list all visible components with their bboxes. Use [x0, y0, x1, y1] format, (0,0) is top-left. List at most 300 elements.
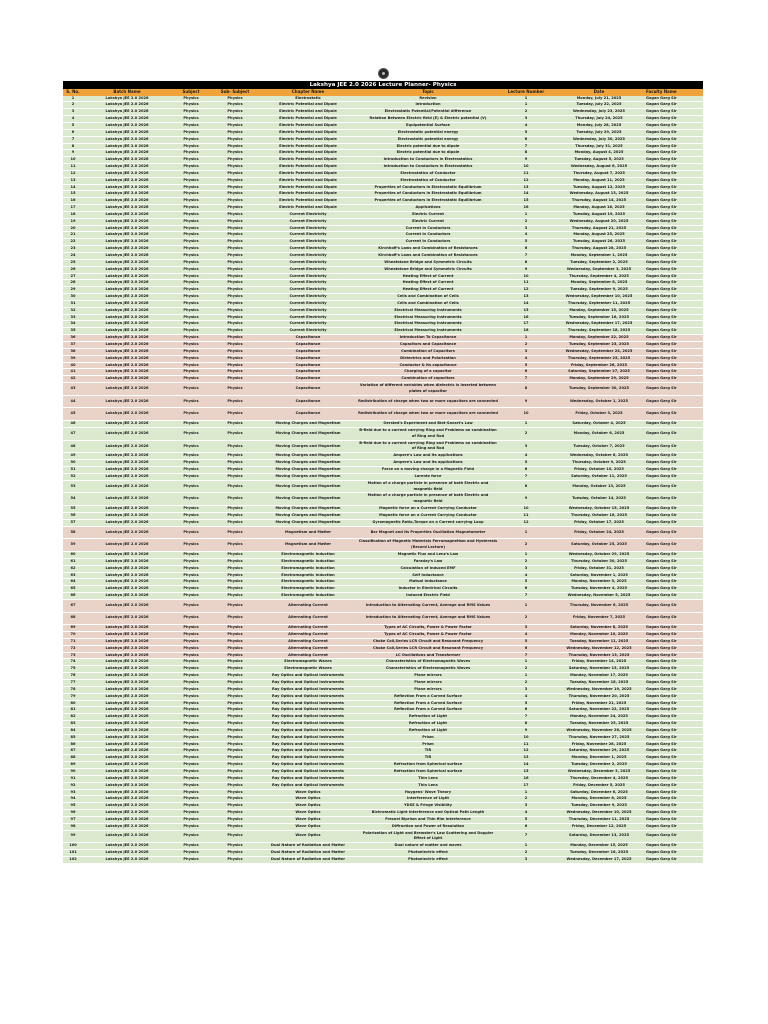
cell-chapter: Ray Optics and Optical Instruments [259, 686, 357, 693]
cell-lecture-number: 15 [499, 198, 553, 205]
cell-topic: Huygens' Wave Theory [357, 789, 499, 796]
cell-faculty: Gagan Garg Sir [645, 512, 703, 519]
cell-lecture-number: 5 [499, 579, 553, 586]
cell-subject: Physics [171, 225, 211, 232]
cell-lecture-number: 4 [499, 453, 553, 460]
cell-chapter: Alternating Current [259, 638, 357, 645]
cell-date: Friday, December 5, 2025 [553, 782, 645, 789]
cell-lecture-number: 6 [499, 136, 553, 143]
cell-topic: Electrostatics of Conductor [357, 170, 499, 177]
cell-topic: Cells and Combination of Cells [357, 294, 499, 301]
cell-lecture-number: 2 [499, 558, 553, 565]
cell-subsubject: Physics [211, 572, 259, 579]
cell-sno: 22 [63, 239, 83, 246]
cell-sno: 57 [63, 519, 83, 526]
cell-chapter: Electric Potential and Dipole [259, 122, 357, 129]
cell-subject: Physics [171, 612, 211, 625]
cell-date: Friday, October 3, 2025 [553, 408, 645, 421]
cell-lecture-number: 11 [499, 512, 553, 519]
cell-chapter: Magnetism and Matter [259, 526, 357, 539]
cell-lecture-number: 1 [499, 335, 553, 342]
cell-date: Monday, November 3, 2025 [553, 579, 645, 586]
cell-topic: Bar Magnet and its Properties Oscillation Magnetometer [357, 526, 499, 539]
cell-batch: Lakshya JEE 2.0 2026 [83, 612, 171, 625]
cell-topic: Introduction [357, 102, 499, 109]
cell-faculty: Gagan Garg Sir [645, 673, 703, 680]
cell-sno: 7 [63, 136, 83, 143]
cell-lecture-number: 2 [499, 218, 553, 225]
cell-lecture-number: 4 [499, 632, 553, 639]
table-row [63, 625, 703, 632]
table-row [63, 170, 703, 177]
cell-faculty: Gagan Garg Sir [645, 467, 703, 474]
cell-topic: Introduction to Conductors in Electrostatics [357, 164, 499, 171]
cell-subsubject: Physics [211, 659, 259, 666]
cell-faculty: Gagan Garg Sir [645, 519, 703, 526]
cell-lecture-number: 8 [499, 480, 553, 493]
cell-faculty: Gagan Garg Sir [645, 816, 703, 823]
cell-faculty: Gagan Garg Sir [645, 191, 703, 198]
cell-sno: 70 [63, 632, 83, 639]
cell-batch: Lakshya JEE 2.0 2026 [83, 789, 171, 796]
cell-chapter: Electric Potential and Dipole [259, 157, 357, 164]
cell-batch: Lakshya JEE 2.0 2026 [83, 116, 171, 123]
table-row [63, 136, 703, 143]
cell-faculty: Gagan Garg Sir [645, 307, 703, 314]
cell-date: Monday, December 1, 2025 [553, 755, 645, 762]
cell-batch: Lakshya JEE 2.0 2026 [83, 362, 171, 369]
cell-subsubject: Physics [211, 830, 259, 843]
cell-topic: Magnetic force on a Current Carrying Conductor [357, 512, 499, 519]
cell-sno: 77 [63, 680, 83, 687]
cell-date: Friday, September 26, 2025 [553, 362, 645, 369]
cell-subsubject: Physics [211, 427, 259, 440]
cell-sno: 88 [63, 755, 83, 762]
cell-lecture-number: 10 [499, 273, 553, 280]
cell-lecture-number: 1 [499, 96, 553, 102]
cell-chapter: Electric Potential and Dipole [259, 129, 357, 136]
cell-batch: Lakshya JEE 2.0 2026 [83, 673, 171, 680]
cell-batch: Lakshya JEE 2.0 2026 [83, 558, 171, 565]
cell-chapter: Ray Optics and Optical Instruments [259, 673, 357, 680]
cell-faculty: Gagan Garg Sir [645, 232, 703, 239]
cell-batch: Lakshya JEE 2.0 2026 [83, 143, 171, 150]
cell-batch: Lakshya JEE 2.0 2026 [83, 748, 171, 755]
cell-subsubject: Physics [211, 686, 259, 693]
cell-batch: Lakshya JEE 2.0 2026 [83, 519, 171, 526]
cell-sno: 81 [63, 707, 83, 714]
cell-subject: Physics [171, 755, 211, 762]
cell-subject: Physics [171, 369, 211, 376]
cell-chapter: Alternating Current [259, 612, 357, 625]
cell-subsubject: Physics [211, 157, 259, 164]
cell-chapter: Ray Optics and Optical Instruments [259, 707, 357, 714]
cell-faculty: Gagan Garg Sir [645, 707, 703, 714]
cell-faculty: Gagan Garg Sir [645, 473, 703, 480]
cell-subsubject: Physics [211, 526, 259, 539]
cell-faculty: Gagan Garg Sir [645, 321, 703, 328]
cell-topic: Electrical Measuring Instruments [357, 314, 499, 321]
cell-subsubject: Physics [211, 328, 259, 335]
cell-topic: Electrical Measuring Instruments [357, 321, 499, 328]
cell-topic: Combination of capacitors [357, 376, 499, 383]
col-header-subsubject: Sub- Subject [211, 89, 259, 96]
cell-sno: 66 [63, 593, 83, 600]
cell-date: Friday, November 14, 2025 [553, 659, 645, 666]
cell-lecture-number: 13 [499, 755, 553, 762]
cell-faculty: Gagan Garg Sir [645, 796, 703, 803]
cell-lecture-number: 6 [499, 707, 553, 714]
cell-subsubject: Physics [211, 96, 259, 102]
cell-subsubject: Physics [211, 383, 259, 396]
cell-sno: 68 [63, 612, 83, 625]
cell-date: Wednesday, July 23, 2025 [553, 109, 645, 116]
cell-subject: Physics [171, 551, 211, 558]
cell-subject: Physics [171, 177, 211, 184]
cell-faculty: Gagan Garg Sir [645, 102, 703, 109]
cell-subject: Physics [171, 341, 211, 348]
cell-subsubject: Physics [211, 823, 259, 830]
cell-sno: 53 [63, 480, 83, 493]
cell-subject: Physics [171, 253, 211, 260]
cell-sno: 61 [63, 558, 83, 565]
cell-sno: 12 [63, 170, 83, 177]
cell-date: Tuesday, November 11, 2025 [553, 638, 645, 645]
cell-sno: 31 [63, 300, 83, 307]
cell-batch: Lakshya JEE 2.0 2026 [83, 440, 171, 453]
cell-subject: Physics [171, 526, 211, 539]
cell-topic: Wheatstone Bridge and Symmetric Circuits [357, 266, 499, 273]
cell-sno: 92 [63, 782, 83, 789]
cell-subsubject: Physics [211, 232, 259, 239]
cell-chapter: Wave Optics [259, 803, 357, 810]
cell-subject: Physics [171, 205, 211, 212]
cell-batch: Lakshya JEE 2.0 2026 [83, 572, 171, 579]
cell-lecture-number: 6 [499, 467, 553, 474]
cell-sno: 99 [63, 830, 83, 843]
cell-chapter: Ray Optics and Optical Instruments [259, 680, 357, 687]
cell-topic: Diffraction and Power of Resolution [357, 823, 499, 830]
cell-topic: Electric potential due to dipole [357, 150, 499, 157]
cell-batch: Lakshya JEE 2.0 2026 [83, 506, 171, 513]
table-row [63, 558, 703, 565]
cell-chapter: Alternating Current [259, 645, 357, 652]
cell-sno: 41 [63, 369, 83, 376]
cell-date: Friday, October 10, 2025 [553, 467, 645, 474]
cell-lecture-number: 8 [499, 259, 553, 266]
table-row [63, 519, 703, 526]
cell-date: Thursday, October 9, 2025 [553, 460, 645, 467]
cell-lecture-number: 3 [499, 803, 553, 810]
cell-sno: 100 [63, 843, 83, 850]
cell-lecture-number: 5 [499, 638, 553, 645]
cell-subsubject: Physics [211, 314, 259, 321]
cell-topic: Calculation of Induced EMF [357, 565, 499, 572]
cell-date: Thursday, December 4, 2025 [553, 775, 645, 782]
cell-date: Wednesday, November 26, 2025 [553, 727, 645, 734]
cell-date: Friday, December 12, 2025 [553, 823, 645, 830]
cell-subsubject: Physics [211, 782, 259, 789]
cell-subsubject: Physics [211, 599, 259, 612]
cell-lecture-number: 9 [499, 157, 553, 164]
header-row [63, 89, 703, 96]
cell-chapter: Moving Charges and Magnetism [259, 519, 357, 526]
cell-chapter: Capacitance [259, 348, 357, 355]
cell-faculty: Gagan Garg Sir [645, 803, 703, 810]
cell-subsubject: Physics [211, 116, 259, 123]
cell-lecture-number: 5 [499, 239, 553, 246]
col-header-date: Date [553, 89, 645, 96]
cell-batch: Lakshya JEE 2.0 2026 [83, 205, 171, 212]
table-row [63, 205, 703, 212]
table-row [63, 122, 703, 129]
cell-lecture-number: 8 [499, 383, 553, 396]
cell-topic: Refraction from Spherical surface [357, 762, 499, 769]
cell-topic: Electrostatic potential energy [357, 136, 499, 143]
cell-chapter: Capacitance [259, 362, 357, 369]
cell-chapter: Electric Potential and Dipole [259, 170, 357, 177]
cell-topic: TIR [357, 755, 499, 762]
cell-chapter: Electric Potential and Dipole [259, 116, 357, 123]
cell-lecture-number: 2 [499, 539, 553, 552]
cell-date: Monday, September 29, 2025 [553, 376, 645, 383]
cell-chapter: Alternating Current [259, 652, 357, 659]
cell-subject: Physics [171, 659, 211, 666]
table-row [63, 686, 703, 693]
cell-date: Thursday, August 21, 2025 [553, 225, 645, 232]
cell-topic: Magnetic force on a Current Carrying Conductor [357, 506, 499, 513]
cell-subsubject: Physics [211, 714, 259, 721]
cell-lecture-number: 14 [499, 762, 553, 769]
cell-batch: Lakshya JEE 2.0 2026 [83, 191, 171, 198]
cell-subject: Physics [171, 300, 211, 307]
cell-sno: 67 [63, 599, 83, 612]
cell-topic: Classification of Magnetic Materials Ferromagnetism and Hysteresis (Record Lecture) [357, 539, 499, 552]
cell-topic: Lorentz force [357, 473, 499, 480]
table-row [63, 512, 703, 519]
cell-topic: Reflection From a Curved Surface [357, 707, 499, 714]
cell-date: Wednesday, October 8, 2025 [553, 453, 645, 460]
cell-subsubject: Physics [211, 810, 259, 817]
cell-batch: Lakshya JEE 2.0 2026 [83, 707, 171, 714]
table-row [63, 427, 703, 440]
cell-topic: Refraction from Spherical surface [357, 768, 499, 775]
cell-topic: Interference of Light [357, 796, 499, 803]
cell-subject: Physics [171, 314, 211, 321]
cell-sno: 69 [63, 625, 83, 632]
cell-chapter: Electromagnetic Waves [259, 659, 357, 666]
cell-date: Tuesday, September 16, 2025 [553, 314, 645, 321]
cell-subject: Physics [171, 157, 211, 164]
cell-subsubject: Physics [211, 741, 259, 748]
cell-chapter: Capacitance [259, 355, 357, 362]
cell-batch: Lakshya JEE 2.0 2026 [83, 830, 171, 843]
cell-faculty: Gagan Garg Sir [645, 850, 703, 857]
cell-date: Thursday, November 13, 2025 [553, 652, 645, 659]
cell-faculty: Gagan Garg Sir [645, 362, 703, 369]
cell-chapter: Electromagnetic Induction [259, 586, 357, 593]
cell-chapter: Moving Charges and Magnetism [259, 460, 357, 467]
cell-lecture-number: 3 [499, 225, 553, 232]
cell-subject: Physics [171, 150, 211, 157]
cell-faculty: Gagan Garg Sir [645, 727, 703, 734]
cell-lecture-number: 4 [499, 572, 553, 579]
cell-faculty: Gagan Garg Sir [645, 259, 703, 266]
cell-chapter: Current Electricity [259, 273, 357, 280]
cell-subsubject: Physics [211, 856, 259, 863]
cell-chapter: Electromagnetic Waves [259, 666, 357, 673]
cell-date: Wednesday, September 10, 2025 [553, 294, 645, 301]
cell-subject: Physics [171, 519, 211, 526]
cell-subsubject: Physics [211, 506, 259, 513]
cell-faculty: Gagan Garg Sir [645, 198, 703, 205]
cell-topic: Ampere's Law and its applications [357, 453, 499, 460]
cell-subsubject: Physics [211, 762, 259, 769]
cell-subsubject: Physics [211, 211, 259, 218]
cell-batch: Lakshya JEE 2.0 2026 [83, 467, 171, 474]
cell-date: Thursday, October 30, 2025 [553, 558, 645, 565]
cell-date: Monday, October 6, 2025 [553, 427, 645, 440]
cell-date: Monday, November 10, 2025 [553, 632, 645, 639]
cell-faculty: Gagan Garg Sir [645, 225, 703, 232]
cell-subject: Physics [171, 109, 211, 116]
cell-subject: Physics [171, 259, 211, 266]
cell-chapter: Ray Optics and Optical Instruments [259, 748, 357, 755]
cell-batch: Lakshya JEE 2.0 2026 [83, 355, 171, 362]
cell-date: Monday, September 22, 2025 [553, 335, 645, 342]
cell-batch: Lakshya JEE 2.0 2026 [83, 273, 171, 280]
table-row [63, 294, 703, 301]
cell-sno: 42 [63, 376, 83, 383]
cell-topic: Dielectrics and Polarization [357, 355, 499, 362]
cell-topic: Bichromatic Light Interference and Optical Path Length [357, 810, 499, 817]
table-row [63, 383, 703, 396]
table-row [63, 239, 703, 246]
cell-batch: Lakshya JEE 2.0 2026 [83, 102, 171, 109]
cell-subsubject: Physics [211, 259, 259, 266]
table-row [63, 714, 703, 721]
cell-chapter: Magnetism and Matter [259, 539, 357, 552]
cell-batch: Lakshya JEE 2.0 2026 [83, 480, 171, 493]
table-row [63, 632, 703, 639]
cell-faculty: Gagan Garg Sir [645, 122, 703, 129]
cell-chapter: Moving Charges and Magnetism [259, 506, 357, 513]
cell-batch: Lakshya JEE 2.0 2026 [83, 565, 171, 572]
cell-chapter: Current Electricity [259, 328, 357, 335]
cell-date: Thursday, November 27, 2025 [553, 734, 645, 741]
cell-subject: Physics [171, 734, 211, 741]
cell-date: Wednesday, December 10, 2025 [553, 810, 645, 817]
cell-batch: Lakshya JEE 2.0 2026 [83, 287, 171, 294]
table-row [63, 460, 703, 467]
cell-batch: Lakshya JEE 2.0 2026 [83, 198, 171, 205]
cell-subsubject: Physics [211, 421, 259, 428]
cell-subject: Physics [171, 506, 211, 513]
cell-sno: 5 [63, 122, 83, 129]
cell-batch: Lakshya JEE 2.0 2026 [83, 473, 171, 480]
table-row [63, 259, 703, 266]
cell-sno: 60 [63, 551, 83, 558]
cell-subject: Physics [171, 768, 211, 775]
cell-subsubject: Physics [211, 198, 259, 205]
cell-sno: 23 [63, 246, 83, 253]
cell-date: Wednesday, September 17, 2025 [553, 321, 645, 328]
cell-lecture-number: 1 [499, 659, 553, 666]
cell-chapter: Capacitance [259, 383, 357, 396]
cell-sno: 19 [63, 218, 83, 225]
cell-chapter: Electric Potential and Dipole [259, 177, 357, 184]
cell-topic: Gyromagnetic Ratio,Torque on a Current carrying Loop [357, 519, 499, 526]
cell-topic: Kirchhoff's Laws and Combination of Resistances [357, 253, 499, 260]
cell-batch: Lakshya JEE 2.0 2026 [83, 239, 171, 246]
cell-chapter: Current Electricity [259, 211, 357, 218]
cell-chapter: Electrostatic [259, 96, 357, 102]
cell-subsubject: Physics [211, 205, 259, 212]
cell-chapter: Electromagnetic Induction [259, 579, 357, 586]
cell-lecture-number: 10 [499, 164, 553, 171]
cell-subject: Physics [171, 645, 211, 652]
table-row [63, 440, 703, 453]
cell-chapter: Ray Optics and Optical Instruments [259, 727, 357, 734]
cell-subsubject: Physics [211, 184, 259, 191]
cell-topic: B-field due to a current carrying Ring and Problems on combination of Ring and Rod [357, 427, 499, 440]
cell-batch: Lakshya JEE 2.0 2026 [83, 741, 171, 748]
cell-subject: Physics [171, 775, 211, 782]
cell-date: Tuesday, November 25, 2025 [553, 721, 645, 728]
cell-faculty: Gagan Garg Sir [645, 599, 703, 612]
table-row [63, 273, 703, 280]
cell-faculty: Gagan Garg Sir [645, 823, 703, 830]
cell-chapter: Capacitance [259, 369, 357, 376]
cell-subsubject: Physics [211, 355, 259, 362]
cell-topic: Equipotential Surface [357, 122, 499, 129]
table-row [63, 453, 703, 460]
cell-date: Friday, November 7, 2025 [553, 612, 645, 625]
cell-faculty: Gagan Garg Sir [645, 652, 703, 659]
cell-batch: Lakshya JEE 2.0 2026 [83, 129, 171, 136]
cell-subject: Physics [171, 348, 211, 355]
cell-batch: Lakshya JEE 2.0 2026 [83, 755, 171, 762]
cell-subsubject: Physics [211, 321, 259, 328]
cell-chapter: Alternating Current [259, 599, 357, 612]
cell-subsubject: Physics [211, 850, 259, 857]
cell-lecture-number: 7 [499, 253, 553, 260]
col-header-sno: S. No. [63, 89, 83, 96]
cell-subject: Physics [171, 184, 211, 191]
cell-date: Thursday, August 14, 2025 [553, 198, 645, 205]
cell-sno: 38 [63, 348, 83, 355]
cell-topic: Prism [357, 734, 499, 741]
cell-faculty: Gagan Garg Sir [645, 593, 703, 600]
cell-faculty: Gagan Garg Sir [645, 348, 703, 355]
cell-date: Wednesday, September 24, 2025 [553, 348, 645, 355]
cell-date: Wednesday, August 6, 2025 [553, 164, 645, 171]
cell-sno: 97 [63, 816, 83, 823]
cell-subsubject: Physics [211, 796, 259, 803]
cell-sno: 82 [63, 714, 83, 721]
cell-batch: Lakshya JEE 2.0 2026 [83, 638, 171, 645]
cell-subject: Physics [171, 625, 211, 632]
cell-sno: 75 [63, 666, 83, 673]
cell-chapter: Electric Potential and Dipole [259, 164, 357, 171]
cell-chapter: Moving Charges and Magnetism [259, 427, 357, 440]
cell-subsubject: Physics [211, 453, 259, 460]
cell-chapter: Wave Optics [259, 830, 357, 843]
cell-subject: Physics [171, 727, 211, 734]
cell-subject: Physics [171, 191, 211, 198]
cell-topic: Redistribution of charge when two or more capacitors are connected [357, 395, 499, 408]
cell-chapter: Electromagnetic Induction [259, 558, 357, 565]
